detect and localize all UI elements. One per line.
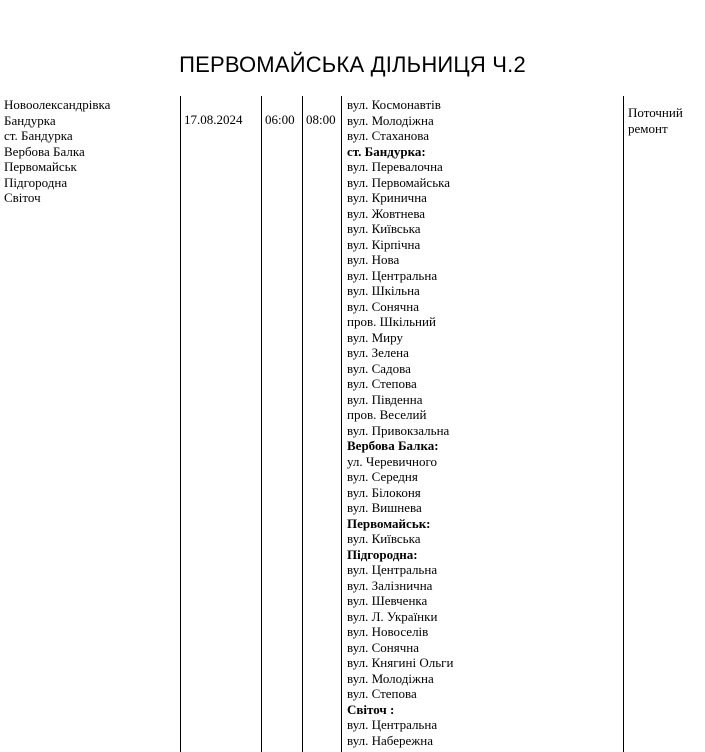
outage-date: 17.08.2024 — [184, 112, 243, 127]
settlements-cell — [4, 97, 110, 206]
street-item: вул. Шевченка — [347, 593, 428, 608]
settlement-item: Підгородна — [4, 174, 68, 190]
street-item: Первомайськ: — [347, 515, 431, 531]
table-column-divider — [180, 96, 181, 752]
settlement-item: Новоолександрівка — [4, 97, 111, 112]
street-item: пров. Шкільний — [347, 314, 436, 329]
street-item: вул. Новоселів — [347, 624, 429, 639]
street-item: вул. Степова — [347, 686, 417, 701]
street-item: вул. Центральна — [347, 717, 438, 732]
street-item: вул. Київська — [347, 221, 421, 236]
page-title: ПЕРВОМАЙСЬКА ДІЛЬНИЦЯ Ч.2 — [179, 52, 526, 77]
street-item: вул. Центральна — [347, 267, 438, 283]
time-to: 08:00 — [306, 112, 336, 127]
table-column-divider — [623, 96, 624, 752]
street-item: вул. Центральна — [347, 562, 438, 577]
street-item: вул. Сонячна — [347, 298, 419, 314]
street-item: вул. Зелена — [347, 345, 409, 360]
street-item: вул. Середня — [347, 469, 418, 484]
street-item: вул. Південна — [347, 391, 423, 407]
street-item: вул. Степова — [347, 376, 417, 391]
street-item: вул. Миру — [347, 329, 403, 345]
street-item: Вербова Балка: — [347, 438, 439, 453]
table-column-divider — [341, 96, 342, 752]
settlement-item: Світоч — [4, 190, 41, 205]
street-item: вул. Сонячна — [347, 639, 419, 655]
settlement-item: Вербова Балка — [4, 143, 85, 159]
work-type-line: Поточний — [628, 105, 683, 120]
street-item: вул. Білоконя — [347, 484, 421, 500]
street-item: вул. Шкільна — [347, 283, 420, 298]
street-item: вул. Молодіжна — [347, 112, 434, 128]
settlement-item: Первомайськ — [4, 159, 77, 174]
street-item: пров. Веселий — [347, 407, 427, 422]
work-type-cell — [628, 105, 683, 136]
settlement-item: Бандурка — [4, 112, 56, 128]
street-item: Підгородна: — [347, 546, 418, 562]
street-item: вул. Набережна — [347, 732, 433, 748]
street-item: Світоч : — [347, 701, 395, 717]
street-item: вул. Садова — [347, 360, 411, 376]
street-item: вул. Л. Українки — [347, 608, 438, 624]
street-item: вул. Молодіжна — [347, 670, 434, 686]
street-item: вул. Стаханова — [347, 128, 430, 143]
street-item: ст. Бандурка: — [347, 143, 426, 159]
street-item: вул. Вишнева — [347, 500, 422, 515]
street-item: вул. Первомайська — [347, 174, 451, 190]
street-item: вул. Перевалочна — [347, 159, 443, 174]
street-item: вул. Кринична — [347, 190, 427, 205]
street-item: вул. Залізнична — [347, 577, 433, 593]
streets-cell — [347, 97, 453, 748]
time-from: 06:00 — [265, 112, 295, 127]
street-item: вул. Космонавтів — [347, 97, 441, 112]
street-item: вул. Київська — [347, 531, 421, 546]
work-type-line: ремонт — [628, 120, 668, 136]
street-item: ул. Черевичного — [347, 453, 438, 469]
street-item: вул. Княгині Ольги — [347, 655, 454, 670]
street-item: вул. Нова — [347, 252, 400, 267]
street-item: вул. Кірпічна — [347, 236, 421, 252]
street-item: вул. Жовтнева — [347, 205, 426, 221]
settlement-item: ст. Бандурка — [4, 128, 73, 143]
street-item: вул. Привокзальна — [347, 422, 450, 438]
table-column-divider — [302, 96, 303, 752]
table-column-divider — [261, 96, 262, 752]
